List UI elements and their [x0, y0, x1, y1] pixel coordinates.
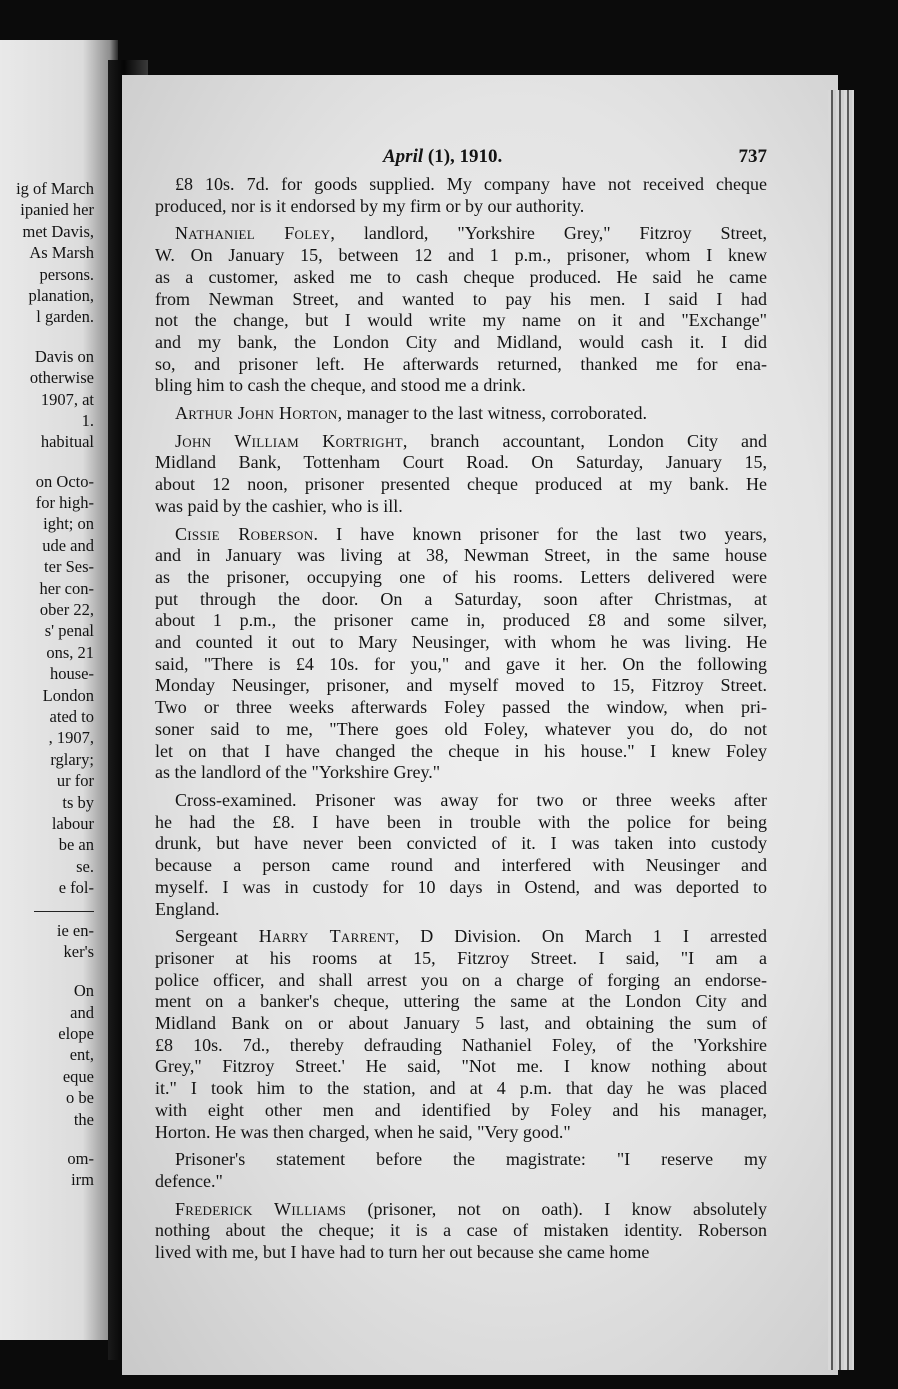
line-text: England.: [155, 898, 220, 919]
left-page-line: ipanied her: [20, 200, 94, 220]
left-page-line: and: [70, 1002, 94, 1022]
left-page-line: 1907, at: [40, 389, 94, 409]
left-page-line: met Davis,: [22, 221, 94, 241]
line-text: was paid by the cashier, who is ill.: [155, 495, 403, 516]
left-page-line: [0, 962, 94, 980]
line-text: £8 10s. 7d., thereby defrauding Nathaniel Foley, of the 'Yorkshire: [155, 1034, 767, 1055]
paragraph: [155, 1149, 767, 1192]
text-line: [155, 431, 767, 453]
line-text: Horton. He was then charged, when he said, "Very good.": [155, 1121, 571, 1142]
line-text: as the prisoner, occupying one of his rooms. Letters delivered were: [155, 566, 767, 587]
text-line: [155, 855, 767, 877]
left-page-line: ons, 21: [46, 642, 94, 662]
paragraph: [155, 174, 767, 217]
witness-name: John William Kortright: [175, 430, 403, 451]
text-line: [155, 496, 767, 518]
text-line: [155, 452, 767, 474]
text-line: [155, 654, 767, 676]
line-text: put through the door. On a Saturday, soon after Christmas, at: [155, 588, 767, 609]
text-line: [155, 1171, 767, 1193]
line-text: because a person came round and interfered with Neusinger and: [155, 855, 767, 876]
left-page-line: ude and: [42, 535, 94, 555]
line-text: , branch accountant, London City and: [402, 430, 767, 451]
line-text: ment on a banker's cheque, uttering the same at the London City and: [155, 991, 767, 1012]
line-text: let on that I have changed the cheque in his house." I knew Foley: [155, 740, 767, 761]
left-page-line: persons.: [39, 264, 94, 284]
paragraph: [155, 926, 767, 1143]
text-line: [155, 899, 767, 921]
left-page-line: eque: [62, 1066, 94, 1086]
left-page-line: , 1907,: [48, 728, 94, 748]
left-page-line: the: [73, 1109, 94, 1129]
line-text: Monday Neusinger, prisoner, and myself moved to 15, Fitzroy Street.: [155, 675, 767, 696]
left-page-line: [0, 1130, 94, 1148]
left-page-line: e fol-: [58, 878, 94, 898]
text-line: [155, 741, 767, 763]
text-line: [155, 1242, 767, 1264]
line-text: lived with me, but I have had to turn her out because she came home: [155, 1242, 650, 1263]
witness-title: Sergeant: [175, 926, 259, 947]
text-line: [155, 354, 767, 376]
page-edges: [828, 90, 854, 1370]
line-text: Grey," Fitzroy Street.' He said, "Not me. I know nothing about: [155, 1056, 767, 1077]
left-page-line: labour: [51, 813, 94, 833]
line-text: as a customer, asked me to cash cheque produced. He said he came: [155, 266, 767, 287]
left-page-line: l garden.: [36, 307, 94, 327]
text-line: [155, 1149, 767, 1171]
left-page-line: ated to: [49, 706, 94, 726]
text-line: [155, 719, 767, 741]
line-text: (prisoner, not on oath). I know absolutely: [346, 1198, 767, 1219]
paragraph: [155, 403, 767, 425]
line-text: W. On January 15, between 12 and 1 p.m., prisoner, whom I knew: [155, 245, 767, 266]
left-page-line: ober 22,: [39, 600, 94, 620]
left-page-line: house-: [50, 664, 94, 684]
left-page-line: London: [42, 685, 94, 705]
left-page-line: ie en-: [56, 920, 94, 940]
text-line: [155, 589, 767, 611]
left-page-line: irm: [71, 1170, 94, 1190]
text-line: [155, 196, 767, 218]
line-text: £8 10s. 7d. for goods supplied. My company have not received cheque: [175, 174, 767, 194]
text-line: [155, 877, 767, 899]
left-page-line: for high-: [35, 493, 94, 513]
text-line: [155, 610, 767, 632]
text-line: [155, 375, 767, 397]
left-page-line: [34, 899, 94, 912]
line-text: said, "There is £4 10s. for you," and gave it her. On the following: [155, 653, 767, 674]
testimony-text: [155, 174, 767, 1264]
left-page-line: Davis on: [34, 346, 94, 366]
line-text: prisoner at his rooms at 15, Fitzroy Street. I said, "I am a: [155, 947, 767, 968]
left-page-line: ur for: [56, 771, 94, 791]
line-text: myself. I was in custody for 10 days in Ostend, and was deported to: [155, 876, 767, 897]
text-line: [155, 675, 767, 697]
witness-name: Frederick Williams: [175, 1198, 347, 1219]
line-text: produced, nor is it endorsed by my firm or by our authority.: [155, 195, 585, 216]
text-line: [155, 697, 767, 719]
paragraph: [155, 431, 767, 518]
text-line: [155, 1199, 767, 1221]
left-page-line: o be: [66, 1088, 94, 1108]
line-text: soner said to me, "There goes old Foley, whatever you do, do not: [155, 718, 767, 739]
left-page-line: ig of March: [16, 179, 94, 198]
left-page-line: om-: [67, 1149, 94, 1169]
left-page-line: rglary;: [50, 749, 94, 769]
text-line: [155, 1100, 767, 1122]
line-text: Cross-examined. Prisoner was away for two or three weeks after: [175, 789, 767, 810]
running-head: [383, 146, 502, 168]
paragraph: [155, 524, 767, 784]
text-line: [155, 632, 767, 654]
text-line: [155, 174, 767, 196]
line-text: Midland Bank, Tottenham Court Road. On Saturday, January 15,: [155, 452, 767, 473]
left-page-line: [0, 328, 94, 346]
running-head-month: April: [383, 146, 424, 167]
text-line: [155, 926, 767, 948]
left-page-line: 1.: [81, 410, 94, 430]
paragraph: [155, 1199, 767, 1264]
text-line: [155, 310, 767, 332]
witness-name: Arthur John Horton: [175, 403, 338, 424]
line-text: about 1 p.m., the prisoner came in, produced £8 and some silver,: [155, 610, 767, 631]
line-text: nothing about the cheque; it is a case of mistaken identity. Roberson: [155, 1220, 767, 1241]
line-text: Two or three weeks afterwards Foley passed the window, when pri-: [155, 697, 767, 718]
line-text: drunk, but have never been convicted of it. I was taken into custody: [155, 833, 767, 854]
text-line: [155, 474, 767, 496]
line-text: bling him to cash the cheque, and stood me a drink.: [155, 375, 526, 396]
line-text: . I have known prisoner for the last two years,: [313, 523, 767, 544]
text-line: [155, 812, 767, 834]
left-page-line: planation,: [28, 285, 94, 305]
left-page-line: ight; on: [43, 514, 94, 534]
text-line: [155, 223, 767, 245]
text-line: [155, 790, 767, 812]
text-line: [155, 991, 767, 1013]
left-page-line: s' penal: [44, 621, 94, 641]
left-page-line: se.: [76, 856, 94, 876]
paragraph: [155, 790, 767, 920]
left-page-line: ts by: [62, 792, 94, 812]
left-page-line: [0, 453, 94, 471]
text-line: [155, 524, 767, 546]
witness-name: Cissie Roberson: [175, 523, 314, 544]
text-line: [155, 245, 767, 267]
line-text: , landlord, "Yorkshire Grey," Fitzroy Street,: [330, 223, 767, 244]
line-text: defence.": [155, 1170, 223, 1191]
left-page-line: As Marsh: [29, 243, 94, 263]
left-facing-page: [0, 40, 118, 1340]
left-page-line: elope: [58, 1024, 94, 1044]
line-text: from Newman Street, and wanted to pay his men. I said I had: [155, 288, 767, 309]
left-page-line: otherwise: [29, 368, 94, 388]
left-page-line: ter Ses-: [44, 557, 94, 577]
left-page-line: ker's: [63, 941, 94, 961]
page-header: [155, 142, 767, 174]
line-text: Prisoner's statement before the magistrate: "I reserve my: [175, 1149, 767, 1170]
line-text: and in January was living at 38, Newman Street, in the same house: [155, 545, 767, 566]
page-number: 737: [738, 146, 767, 167]
left-page-text: [0, 178, 94, 1191]
line-text: and my bank, the London City and Midland, would cash it. I did: [155, 331, 767, 352]
text-line: [155, 762, 767, 784]
left-page-line: On: [73, 981, 94, 1001]
line-text: he had the £8. I have been in trouble with the police for being: [155, 811, 767, 832]
text-line: [155, 1035, 767, 1057]
text-line: [155, 289, 767, 311]
running-head-date: (1), 1910.: [423, 146, 503, 167]
line-text: so, and prisoner left. He afterwards returned, thanked me for ena-: [155, 353, 767, 374]
text-line: [155, 970, 767, 992]
left-page-line: ent,: [69, 1045, 94, 1065]
text-line: [155, 545, 767, 567]
text-line: [155, 332, 767, 354]
line-text: , manager to the last witness, corroborated.: [337, 403, 648, 424]
text-line: [155, 403, 767, 425]
line-text: it." I took him to the station, and at 4 p.m. that day he was placed: [155, 1078, 767, 1099]
line-text: about 12 noon, prisoner presented cheque produced at my bank. He: [155, 474, 767, 495]
page-body: [155, 142, 767, 1270]
text-line: [155, 833, 767, 855]
line-text: Midland Bank on or about January 5 last, and obtaining the sum of: [155, 1013, 767, 1034]
paragraph: [155, 223, 767, 397]
line-text: , D Division. On March 1 I arrested: [394, 926, 767, 947]
text-line: [155, 1122, 767, 1144]
line-text: and counted it out to Mary Neusinger, with whom he was living. He: [155, 632, 767, 653]
text-line: [155, 567, 767, 589]
line-text: police officer, and shall arrest you on a charge of forging an endorse-: [155, 969, 767, 990]
text-line: [155, 1056, 767, 1078]
text-line: [155, 1220, 767, 1242]
line-text: not the change, but I would write my name on it and "Exchange": [155, 310, 767, 331]
text-line: [155, 1013, 767, 1035]
left-page-line: be an: [58, 835, 94, 855]
witness-name: Harry Tarrent: [258, 926, 395, 947]
witness-name: Nathaniel Foley: [175, 223, 331, 244]
left-page-line: habitual: [40, 432, 94, 452]
text-line: [155, 948, 767, 970]
text-line: [155, 267, 767, 289]
text-line: [155, 1078, 767, 1100]
left-page-line: her con-: [39, 578, 94, 598]
line-text: with eight other men and identified by Foley and his manager,: [155, 1099, 767, 1120]
left-page-line: on Octo-: [35, 471, 94, 491]
line-text: as the landlord of the "Yorkshire Grey.": [155, 762, 441, 783]
